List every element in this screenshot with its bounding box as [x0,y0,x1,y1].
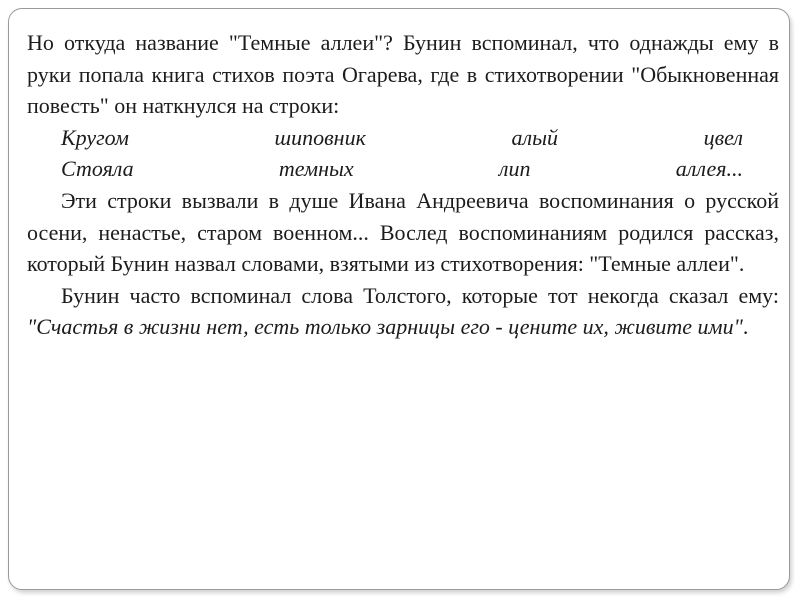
verse-word: шиповник [274,124,366,150]
verse-word: аллея... [675,156,743,182]
tolstoy-quote: "Счастья в жизни нет, есть только зарницы его - цените их, живите ими" [27,314,743,340]
verse-word: лип [498,156,531,182]
paragraph-3 [27,280,779,343]
verse-line-1 [27,122,779,154]
paragraph-1: Но откуда название "Темные аллеи"? Бунин вспоминал, что однажды ему в руки попала книга стихов поэта Огарева, где в стихотворении "Обыкновенная повесть" он наткнулся на строки: [27,30,779,119]
verse-word: Кругом [61,124,129,150]
verse-word: темных [278,156,354,182]
text-content [27,27,779,343]
verse-word: алый [511,124,558,150]
paragraph-2: Эти строки вызвали в душе Ивана Андреевича воспоминания о русской осени, ненастье, старом военном... Вослед воспоминаниям родился рассказ, который Бунин назвал словами, взятыми из стихотворения: "Темные аллеи". [27,187,779,277]
verse-word: цвел [703,124,743,150]
verse-line-2 [27,153,779,185]
verse-word: Стояла [61,156,134,182]
paragraph-3-intro: Бунин часто вспоминал слова Толстого, которые тот некогда сказал ему: [61,282,779,308]
paragraph-3-end: . [742,314,749,340]
slide-frame [8,8,790,590]
